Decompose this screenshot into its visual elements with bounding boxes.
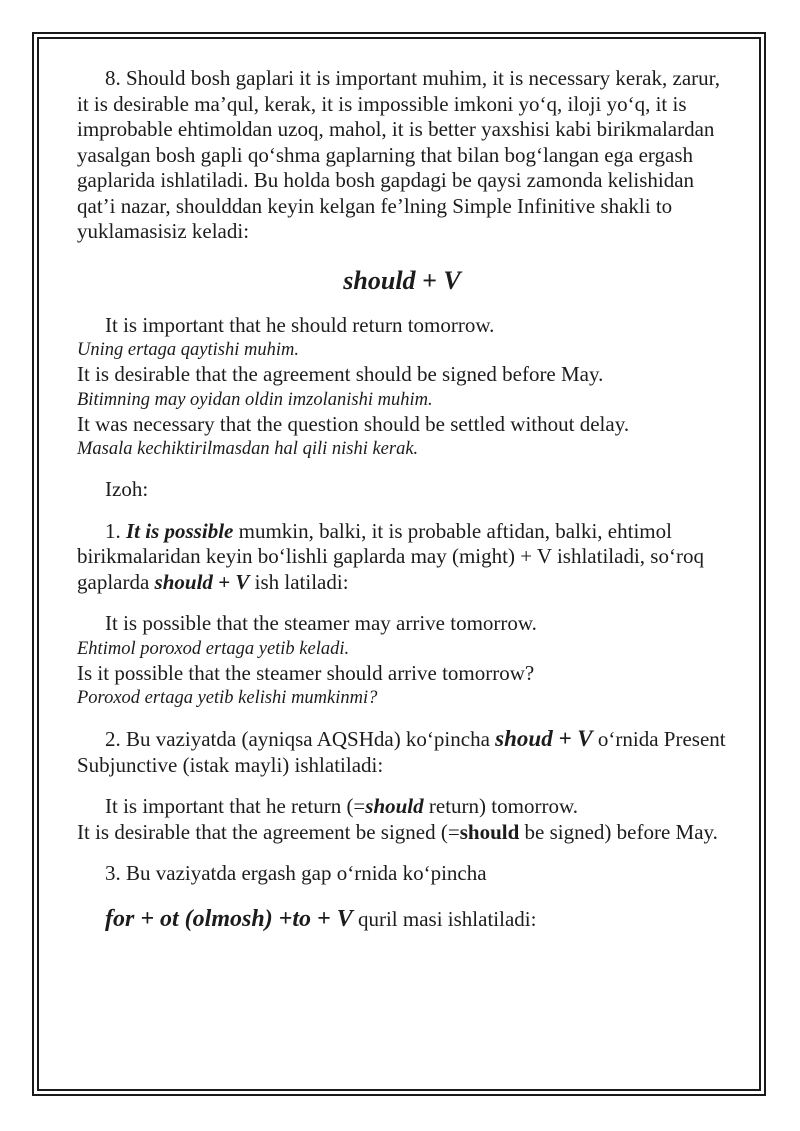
sentence-part: It is important that he return (= [105, 794, 366, 818]
note-2-text: 2. Bu vaziyatda (ayniqsa AQSHda) ko‘pincha [105, 727, 496, 751]
note-3-text-end: quril masi ishlatiladi: [352, 906, 537, 931]
izoh-heading: Izoh: [105, 477, 149, 501]
sentence-part: It is desirable that the agreement be signed (= [77, 819, 460, 844]
note-1-text: mumkin, balki, it is probable aftidan, balki, ehtimol birikmalaridan keyin bo‘lishli gaplarda may (might) + V ishlatiladi, so‘roq gaplarda [77, 518, 704, 594]
example-translation: Uning ertaga qaytishi muhim. [77, 340, 299, 360]
note-1-text-end: ish latiladi: [249, 569, 349, 594]
note-1-emphasis: It is possible [126, 518, 234, 543]
example-sentence [77, 820, 727, 846]
formula-for-ot-to-v: for + ot (olmosh) +to + V [105, 905, 353, 932]
example-sentence: Is it possible that the steamer should arrive tomorrow? [77, 660, 535, 685]
example-translation: Poroxod ertaga yetib kelishi mumkinmi? [77, 688, 378, 708]
example-sentence: It is important that he should return tomorrow. [105, 312, 495, 337]
formula-should-v: should + V [343, 265, 461, 295]
example-sentence [77, 794, 727, 820]
note-1-formula: should + V [154, 569, 250, 594]
sentence-part: be signed) before May. [519, 819, 718, 844]
sentence-emphasis: should [365, 794, 424, 818]
note-1 [77, 519, 727, 596]
note-1-number: 1. [105, 518, 126, 543]
examples-block-1 [77, 313, 727, 462]
example-translation: Ehtimol poroxod ertaga yetib keladi. [77, 638, 350, 659]
example-translation: Bitimning may oyidan oldin imzolanishi muhim. [77, 389, 433, 410]
note-3: 3. Bu vaziyatda ergash gap o‘rnida ko‘pincha [105, 861, 487, 885]
example-sentence: It was necessary that the question should be settled without delay. [77, 411, 630, 436]
paragraph-8: 8. Should bosh gaplari it is important muhim, it is necessary kerak, zarur, it is desirable ma’qul, kerak, it is impossible imkoni yo‘q, iloji yo‘q, it is improbable ehtimoldan uzoq, mahol, it is better yaxshisi kabi birikmalardan yasalgan bosh gapli qo‘shma gaplarning that bilan bog‘langan ega ergash gaplarida ishlatiladi. Bu holda bosh gapdagi be qaysi zamonda kelishidan qat’i nazar, shoulddan keyin kelgan fe’lning Simple Infinitive shakli to yuklamasisiz keladi: [77, 66, 721, 243]
note-3-formula-line [77, 907, 727, 933]
sentence-part: return) tomorrow. [423, 794, 578, 818]
example-sentence: It is possible that the steamer may arrive tomorrow. [105, 611, 537, 635]
note-2 [77, 726, 727, 778]
example-translation: Masala kechiktirilmasdan hal qili nishi kerak. [77, 439, 419, 459]
page-content [77, 66, 727, 932]
note-2-formula: shoud + V [495, 726, 593, 751]
sentence-emphasis: should [459, 819, 520, 844]
examples-block-2 [77, 611, 727, 710]
examples-block-3 [77, 794, 727, 845]
example-sentence: It is desirable that the agreement should be signed before May. [77, 362, 604, 386]
note-2-text-end: o‘rnida Present Subjunctive (istak mayli) ishlatiladi: [77, 727, 726, 777]
